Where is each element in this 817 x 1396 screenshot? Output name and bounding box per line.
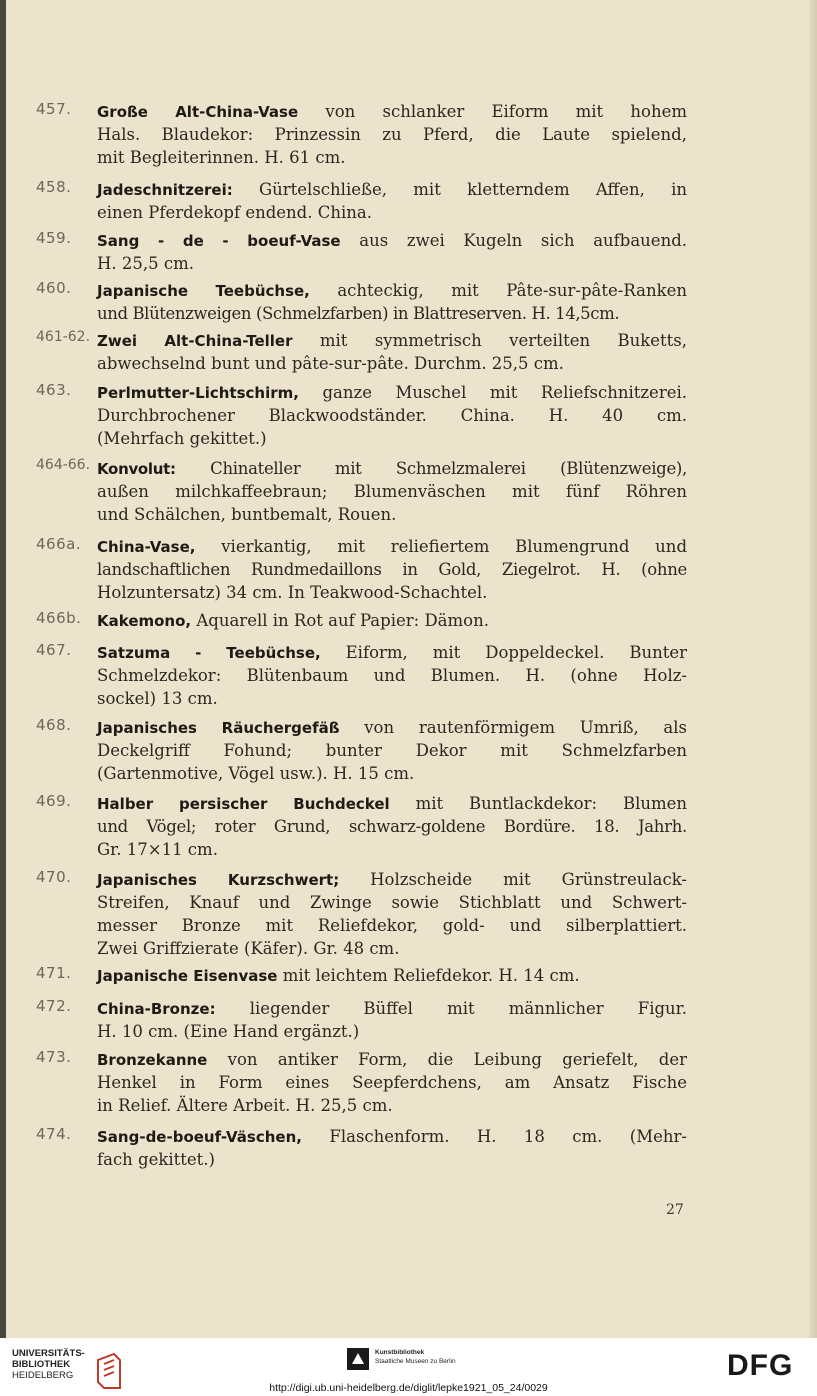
kb-title: Kunstbibliothek <box>375 1349 425 1356</box>
entry-text: mit Begleiterinnen. H. 61 cm. <box>97 148 346 167</box>
entry-number: 464-66. <box>36 457 91 473</box>
logo-text: BIBLIOTHEK <box>12 1359 71 1370</box>
entry-text: Holzuntersatz) 34 cm. In Teakwood-Schachtel. <box>97 583 488 602</box>
entry-text: von schlanker Eiform mit hohem <box>325 102 688 121</box>
entry-text: und Schälchen, buntbemalt, Rouen. <box>97 505 397 524</box>
entry-number: 468. <box>36 716 72 734</box>
entry-number: 467. <box>36 641 72 659</box>
entry-title: Japanische Eisenvase <box>97 967 278 985</box>
entry-text: aus zwei Kugeln sich aufbauend. <box>359 231 688 250</box>
entry-text: Zwei Griffzierate (Käfer). Gr. 48 cm. <box>97 939 400 958</box>
entry-number: 463. <box>36 381 72 399</box>
kb-subtitle: Staatliche Museen zu Berlin <box>375 1358 456 1365</box>
entry-number: 460. <box>36 279 72 297</box>
entry-text: außen milchkaffeebraun; Blumenväschen mit fünf Röhren <box>97 482 687 501</box>
entry-title: Japanisches Räuchergefäß <box>97 719 340 737</box>
entry-text: vierkantig, mit reliefiertem Blumengrund und <box>221 537 687 556</box>
entry-text: und Vögel; roter Grund, schwarz-goldene Bordüre. 18. Jahrh. <box>97 817 687 836</box>
entry-number: 471. <box>36 964 72 982</box>
permalink-url[interactable]: http://digi.ub.uni-heidelberg.de/diglit/lepke1921_05_24/0029 <box>269 1382 548 1394</box>
entry-title: Satzuma - Teebüchse, <box>97 644 321 662</box>
entry-text: Hals. Blaudekor: Prinzessin zu Pferd, die Laute spielend, <box>97 125 687 144</box>
entry-text: mit symmetrisch verteilten Buketts, <box>319 331 687 350</box>
logo-text: HEIDELBERG <box>12 1370 74 1381</box>
entry-title: Japanisches Kurzschwert; <box>97 871 340 889</box>
entry-number: 472. <box>36 997 72 1015</box>
entry-text: sockel) 13 cm. <box>97 689 218 708</box>
entry-number: 474. <box>36 1125 72 1143</box>
entry-title: Konvolut: <box>97 460 176 478</box>
entry-text: Eiform, mit Doppeldeckel. Bunter <box>345 643 687 662</box>
entry-title: Halber persischer Buchdeckel <box>97 795 390 813</box>
entry-text: Aquarell in Rot auf Papier: Dämon. <box>196 611 489 630</box>
entry-text: Deckelgriff Fohund; bunter Dekor mit Schmelzfarben <box>97 741 687 760</box>
entry-text: liegender Büffel mit männlicher Figur. <box>249 999 687 1018</box>
entry-text: Chinateller mit Schmelzmalerei (Blütenzweige), <box>210 459 687 478</box>
heidelberg-library-logo[interactable] <box>12 1348 85 1381</box>
entry-title: Jadeschnitzerei: <box>97 181 233 199</box>
entry-text: von antiker Form, die Leibung geriefelt, der <box>227 1050 688 1069</box>
entry-text: von rautenförmigem Umriß, als <box>364 718 688 737</box>
entry-title: Sang-de-boeuf-Väschen, <box>97 1128 302 1146</box>
entry-number: 457. <box>36 100 72 118</box>
entry-text: mit Buntlackdekor: Blumen <box>415 794 688 813</box>
kunstbibliothek-icon <box>347 1348 369 1370</box>
entry-title: Japanische Teebüchse, <box>97 282 310 300</box>
entry-text: H. 25,5 cm. <box>97 254 194 273</box>
entry-number: 459. <box>36 229 72 247</box>
entry-number: 466a. <box>36 535 82 553</box>
entry-text: Henkel in Form eines Seepferdchens, am Ansatz Fische <box>97 1073 687 1092</box>
entry-text: achteckig, mit Pâte-sur-pâte-Ranken <box>337 281 687 300</box>
entry-number: 473. <box>36 1048 72 1066</box>
entry-text: Gr. 17×11 cm. <box>97 840 218 859</box>
entry-text: Schmelzdekor: Blütenbaum und Blumen. H. (ohne Holz- <box>97 666 687 685</box>
entry-text: Flaschenform. H. 18 cm. (Mehr- <box>329 1127 687 1146</box>
entry-title: Bronzekanne <box>97 1051 208 1069</box>
entry-text: mit leichtem Reliefdekor. H. 14 cm. <box>282 966 580 985</box>
digitization-footer <box>0 1338 817 1396</box>
entry-number: 469. <box>36 792 72 810</box>
entry-number: 470. <box>36 868 72 886</box>
entry-text: Durchbrochener Blackwoodständer. China. H. 40 cm. <box>97 406 687 425</box>
entry-text: (Gartenmotive, Vögel usw.). H. 15 cm. <box>97 764 415 783</box>
entry-text: in Relief. Ältere Arbeit. H. 25,5 cm. <box>97 1096 393 1115</box>
entry-text: Streifen, Knauf und Zwinge sowie Stichblatt und Schwert- <box>97 893 687 912</box>
entry-text: (Mehrfach gekittet.) <box>97 429 267 448</box>
entry-text: abwechselnd bunt und pâte-sur-pâte. Durchm. 25,5 cm. <box>97 354 564 373</box>
entry-title: Sang - de - boeuf-Vase <box>97 232 341 250</box>
entry-text: und Blütenzweigen (Schmelzfarben) in Blattreserven. H. 14,5cm. <box>97 304 620 323</box>
entry-title: Kakemono, <box>97 612 192 630</box>
dfg-logo[interactable]: DFG <box>727 1349 794 1382</box>
entry-title: China-Vase, <box>97 538 196 556</box>
entry-title: Perlmutter-Lichtschirm, <box>97 384 299 402</box>
entry-text: Gürtelschließe, mit kletterndem Affen, in <box>258 180 687 199</box>
entry-number: 458. <box>36 178 72 196</box>
entry-text: einen Pferdekopf endend. China. <box>97 203 372 222</box>
entry-title: Große Alt-China-Vase <box>97 103 299 121</box>
entry-text: landschaftlichen Rundmedaillons in Gold, Ziegelrot. H. (ohne <box>97 560 687 579</box>
entry-title: Zwei Alt-China-Teller <box>97 332 293 350</box>
entry-text: messer Bronze mit Reliefdekor, gold- und silberplattiert. <box>97 916 687 935</box>
logo-text: UNIVERSITÄTS- <box>12 1348 85 1359</box>
entry-text: fach gekittet.) <box>97 1150 215 1169</box>
entry-text: ganze Muschel mit Reliefschnitzerei. <box>322 383 687 402</box>
entry-number: 466b. <box>36 609 82 627</box>
page-number: 27 <box>666 1202 684 1218</box>
entry-number: 461-62. <box>36 329 91 345</box>
entry-text: H. 10 cm. (Eine Hand ergänzt.) <box>97 1022 360 1041</box>
entry-text: Holzscheide mit Grünstreulack- <box>370 870 687 889</box>
entry-title: China-Bronze: <box>97 1000 216 1018</box>
